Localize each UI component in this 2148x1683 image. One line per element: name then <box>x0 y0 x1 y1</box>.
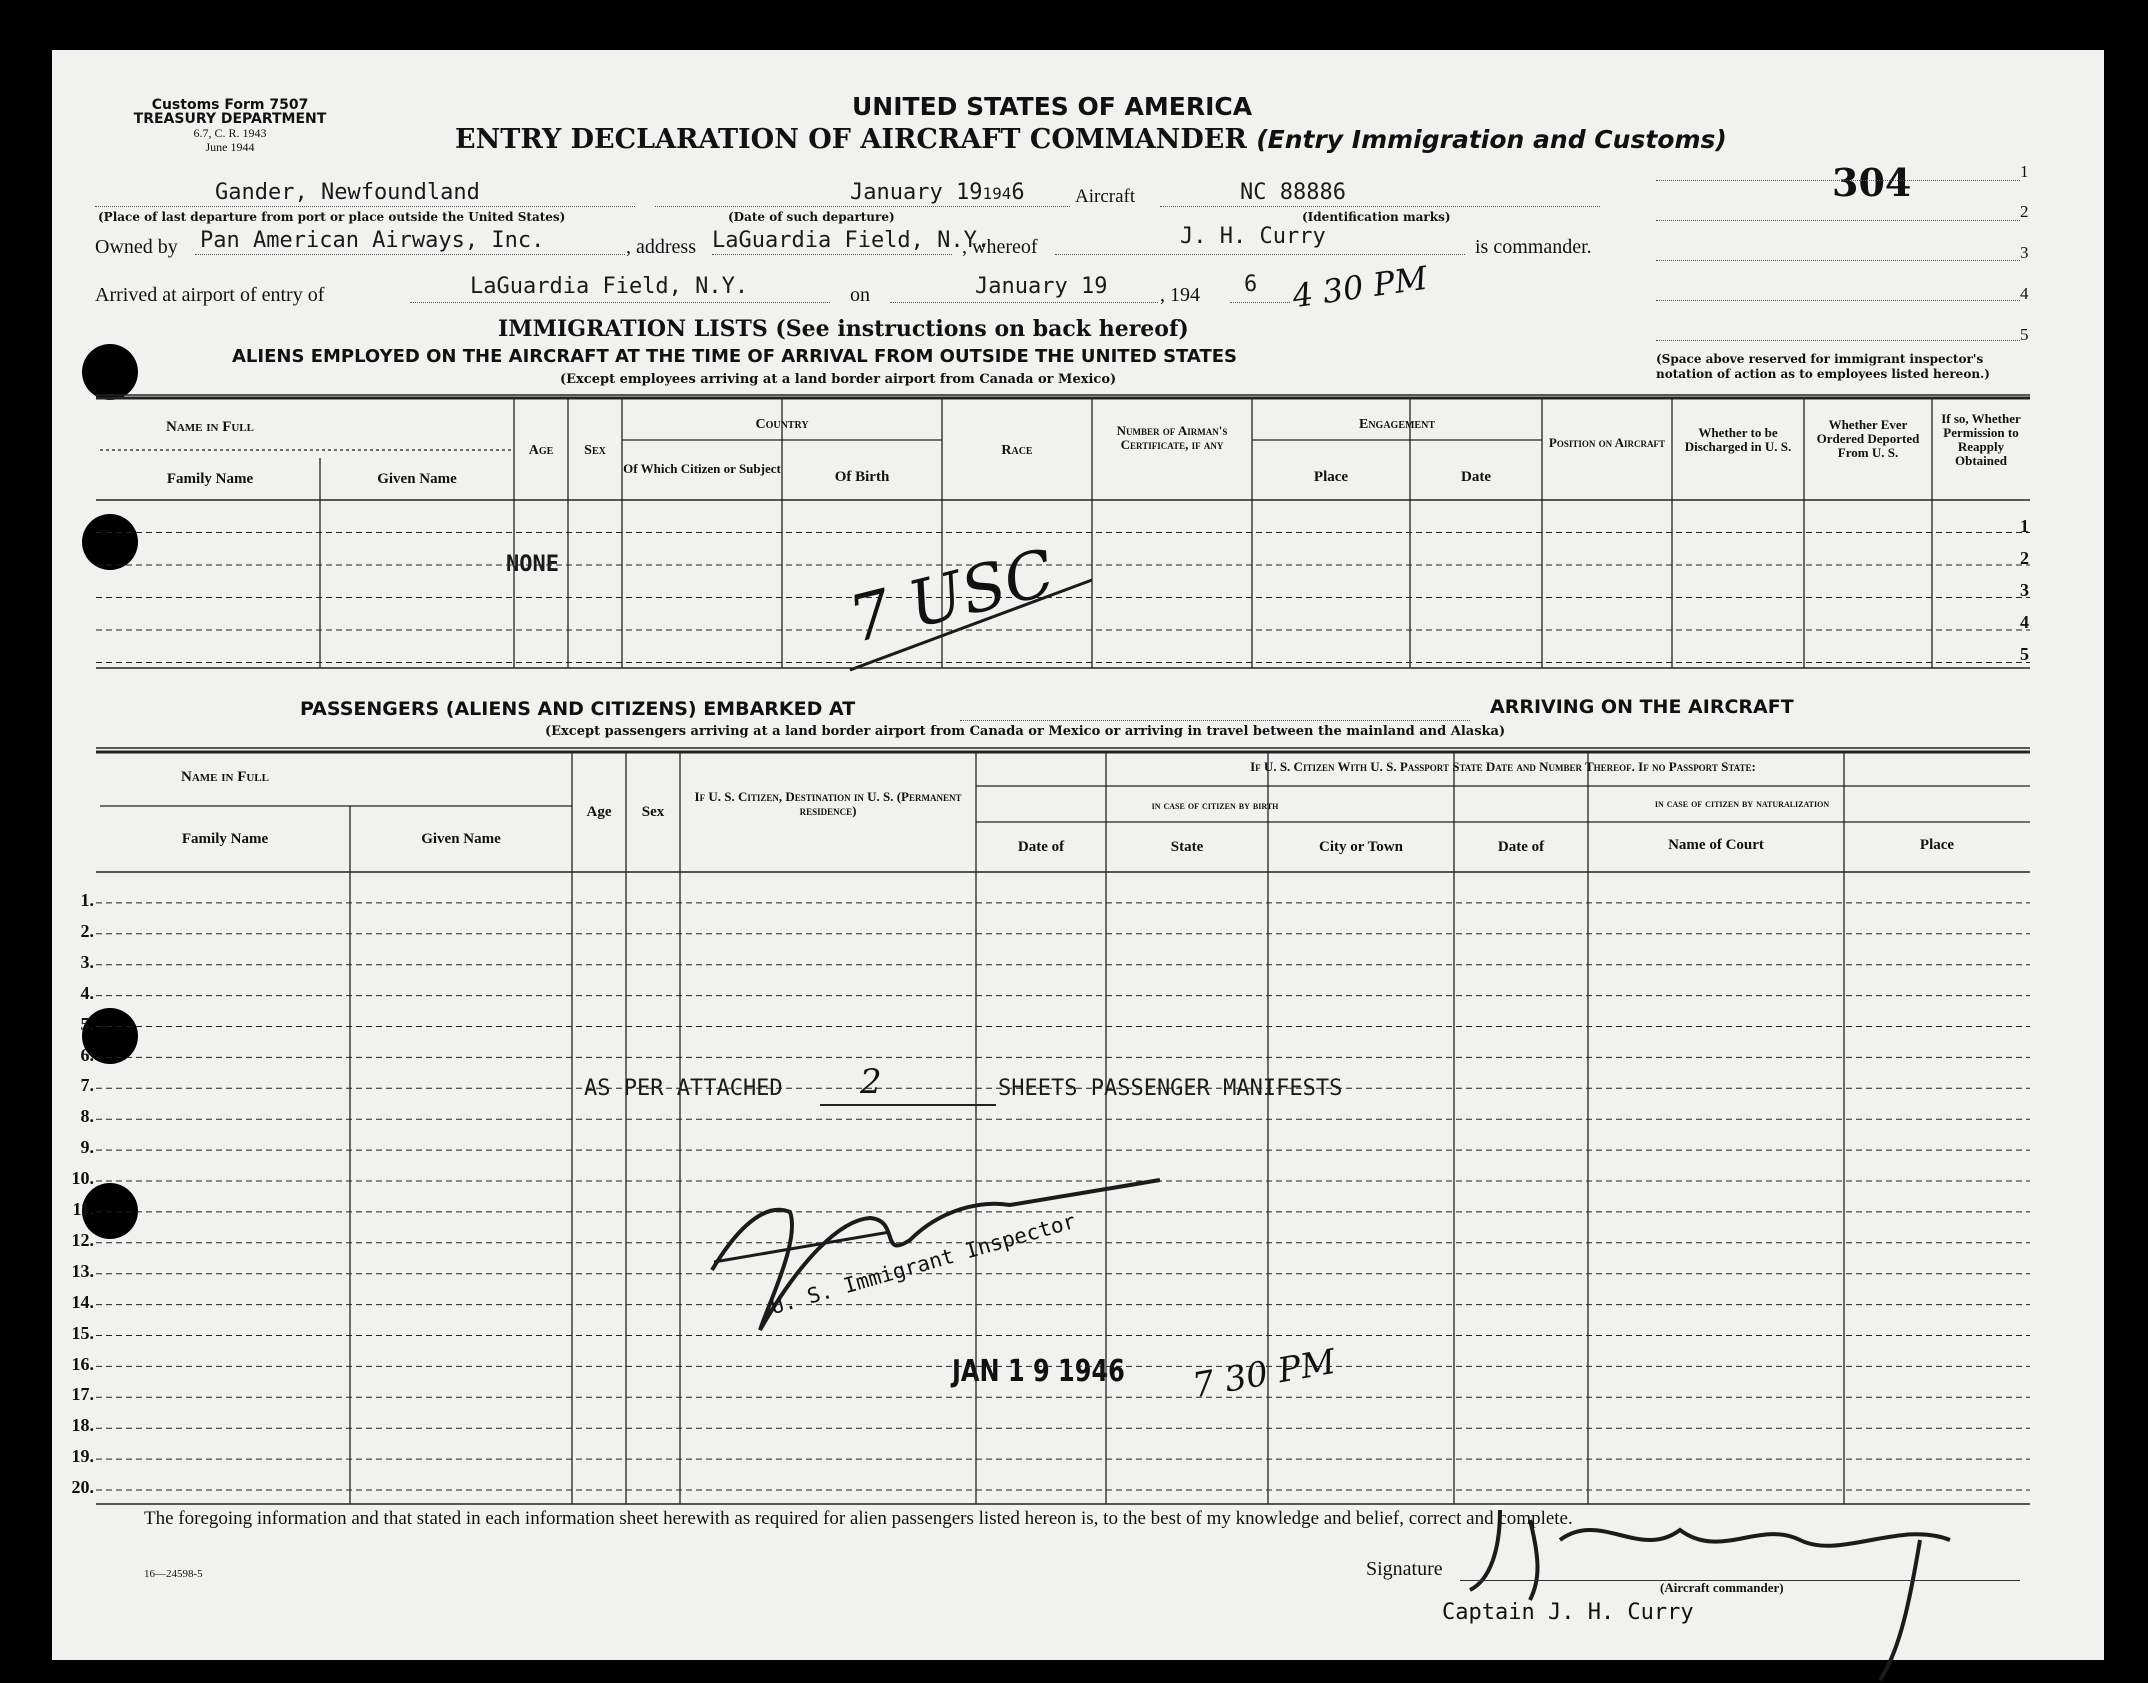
footer-statement: The foregoing information and that stated in each information sheet herewith as required for alien passengers listed hereon is, to the best of my knowledge and belief, correct and complete. <box>144 1508 1573 1529</box>
signature-label: Signature <box>1366 1558 1443 1580</box>
owned-by-label: Owned by <box>95 236 178 258</box>
departure-month-day: January 19 <box>850 180 983 205</box>
immigration-note: (Except employees arriving at a land border airport from Canada or Mexico) <box>560 372 1117 387</box>
t2-passport: If U. S. Citizen With U. S. Passport State Date and Number Thereof. If no Passport State: <box>1250 759 1756 774</box>
t1-country: Country <box>755 417 809 432</box>
owner-name: Pan American Airways, Inc. <box>200 228 545 253</box>
t1-place: Place <box>1313 469 1349 485</box>
aircraft-caption: (Identification marks) <box>1302 210 1451 224</box>
punch-hole <box>82 344 138 400</box>
t2-sex: Sex <box>641 804 665 820</box>
stamp-date: JAN 1 9 1946 <box>952 1354 1125 1389</box>
t1-airman-cert: Number of Airman's Certificate, if any <box>1116 423 1228 452</box>
t1-given-name: Given Name <box>377 471 457 487</box>
t1-row-number: 1 <box>2020 516 2029 536</box>
t1-row-number: 4 <box>2020 612 2029 632</box>
sheet-count: 2 <box>860 1062 882 1102</box>
arrival-time-handwritten: 4 30 PM <box>1290 258 1430 316</box>
t1-citizen-of: Of Which Citizen or Subject <box>623 461 781 476</box>
address-label: , address <box>626 236 696 258</box>
t1-permission: If so, Whether Permission to Reapply Obtained <box>1941 411 2021 468</box>
t2-row-number: 5. <box>80 1013 94 1034</box>
t2-row-number: 10. <box>71 1168 94 1189</box>
immigration-heading: IMMIGRATION LISTS (See instructions on back hereof) <box>498 316 1189 342</box>
t2-row-number: 3. <box>80 951 94 972</box>
t2-place: Place <box>1919 837 1955 853</box>
t1-deported: Whether Ever Ordered Deported From U. S. <box>1816 417 1920 460</box>
t1-race: Race <box>1001 443 1033 458</box>
t2-given-name: Given Name <box>421 831 501 847</box>
reserved-line-num: 2 <box>2020 202 2029 221</box>
as-per-attached: AS PER ATTACHED <box>584 1076 783 1101</box>
arrival-on-label: on <box>850 284 870 306</box>
title-paren: (Entry Immigration and Customs) <box>1256 125 1727 154</box>
t1-sex: Sex <box>584 443 606 458</box>
t2-row-number: 18. <box>71 1415 94 1436</box>
form-date: June 1944 <box>205 140 255 154</box>
t1-name-in-full: Name in Full <box>165 419 254 435</box>
t1-age: Age <box>528 443 554 458</box>
t1-row-number: 2 <box>2020 548 2029 568</box>
t2-row-number: 16. <box>71 1353 94 1374</box>
reserved-line-num: 3 <box>2020 243 2029 262</box>
t2-row-number: 11. <box>72 1199 94 1219</box>
aircraft-id: NC 88886 <box>1240 180 1346 205</box>
aircraft-label: Aircraft <box>1075 186 1136 207</box>
passengers-heading-right: ARRIVING ON THE AIRCRAFT <box>1490 696 1794 718</box>
form-number: Customs Form 7507 <box>151 97 309 113</box>
t1-discharged: Whether to be Discharged in U. S. <box>1684 425 1792 454</box>
regulation: 6.7, C. R. 1943 <box>193 126 267 140</box>
form-code: 16—24598-5 <box>144 1568 203 1580</box>
departure-year-suffix: 6 <box>1011 180 1025 205</box>
stamp-time-handwritten: 7 30 PM <box>1189 1341 1339 1407</box>
reserved-note: (Space above reserved for immigrant inspector's notation of action as to employees listed hereon.) <box>1656 352 1990 381</box>
t2-row-number: 6. <box>80 1044 94 1065</box>
t2-court: Name of Court <box>1668 837 1764 853</box>
signer-name: Captain J. H. Curry <box>1442 1600 1694 1625</box>
title-main: ENTRY DECLARATION OF AIRCRAFT COMMANDER <box>455 124 1247 155</box>
t2-date-of: Date of <box>1017 839 1065 855</box>
t1-position: Position on Aircraft <box>1548 435 1666 450</box>
t1-engagement: Engagement <box>1358 417 1435 432</box>
whereof-label: , whereof <box>962 236 1038 258</box>
t2-row-number: 15. <box>71 1322 94 1343</box>
reserved-line-num: 4 <box>2020 284 2029 303</box>
t2-row-number: 13. <box>71 1260 94 1281</box>
t2-row-number: 14. <box>71 1291 94 1312</box>
arrival-airport: LaGuardia Field, N.Y. <box>470 274 749 299</box>
departure-date-caption: (Date of such departure) <box>728 210 895 224</box>
form-info <box>96 98 364 154</box>
t2-row-number: 12. <box>71 1229 94 1250</box>
aliens-entry: NONE <box>506 552 559 577</box>
t2-family-name: Family Name <box>181 831 269 847</box>
title-country: UNITED STATES OF AMERICA <box>852 92 1253 121</box>
commander-suffix: is commander. <box>1475 236 1592 258</box>
signature-caption: (Aircraft commander) <box>1660 1580 1784 1595</box>
t1-family-name: Family Name <box>166 471 254 487</box>
sheets-manifests: SHEETS PASSENGER MANIFESTS <box>998 1076 1343 1101</box>
t2-date-of-2: Date of <box>1497 839 1545 855</box>
arrival-date: January 19 <box>975 274 1108 299</box>
owner-address: LaGuardia Field, N.Y. <box>712 228 991 253</box>
t2-state: State <box>1170 839 1204 855</box>
t1-row-number: 5 <box>2020 644 2029 664</box>
reserved-line-num: 1 <box>2020 162 2029 181</box>
departure-place-caption: (Place of last departure from port or place outside the United States) <box>98 210 566 224</box>
handwritten-note: 7 USC <box>842 535 1062 659</box>
t2-city: City or Town <box>1319 839 1403 855</box>
t2-row-number: 19. <box>71 1446 94 1467</box>
t2-row-number: 7. <box>80 1075 94 1096</box>
t1-date: Date <box>1461 469 1491 485</box>
arrival-label: Arrived at airport of entry of <box>95 284 325 306</box>
t2-row-number: 4. <box>80 982 94 1003</box>
immigration-subheading: ALIENS EMPLOYED ON THE AIRCRAFT AT THE TIME OF ARRIVAL FROM OUTSIDE THE UNITED STATES <box>232 346 1237 367</box>
commander-name: J. H. Curry <box>1180 224 1326 249</box>
arrival-year-suffix: 6 <box>1244 272 1258 297</box>
arrival-year-prefix: , 194 <box>1160 284 1200 306</box>
t2-row-number: 17. <box>71 1384 94 1405</box>
passengers-heading: PASSENGERS (ALIENS AND CITIZENS) EMBARKED AT <box>300 698 856 720</box>
t1-of-birth: Of Birth <box>834 469 890 485</box>
departure-year-prefix: 194 <box>982 184 1012 203</box>
inspector-title: U. S. Immigrant Inspector <box>768 1208 1079 1320</box>
t2-destination: If U. S. Citizen, Destination in U. S. (Permanent residence) <box>694 789 962 818</box>
t2-age: Age <box>586 804 612 820</box>
passengers-note: (Except passengers arriving at a land border airport from Canada or Mexico or arriving in travel between the mainland and Alaska) <box>545 724 1506 739</box>
t2-row-number: 2. <box>80 920 94 941</box>
t2-name-in-full: Name in Full <box>180 769 269 785</box>
departure-date <box>850 180 1025 205</box>
punch-hole <box>82 514 138 570</box>
t2-row-number: 9. <box>80 1137 94 1158</box>
t2-row-number: 1. <box>80 890 94 910</box>
departure-place: Gander, Newfoundland <box>215 180 480 205</box>
t2-row-number: 8. <box>80 1106 94 1127</box>
t2-by-naturalization: in case of citizen by naturalization <box>1654 796 1830 810</box>
t2-by-birth: in case of citizen by birth <box>1151 798 1279 812</box>
t1-row-number: 3 <box>2020 580 2029 600</box>
page-number: 304 <box>1832 160 1912 205</box>
department: TREASURY DEPARTMENT <box>133 111 327 127</box>
page-title <box>455 124 1727 155</box>
reserved-line-num: 5 <box>2020 325 2029 344</box>
t2-row-number: 20. <box>71 1477 94 1498</box>
